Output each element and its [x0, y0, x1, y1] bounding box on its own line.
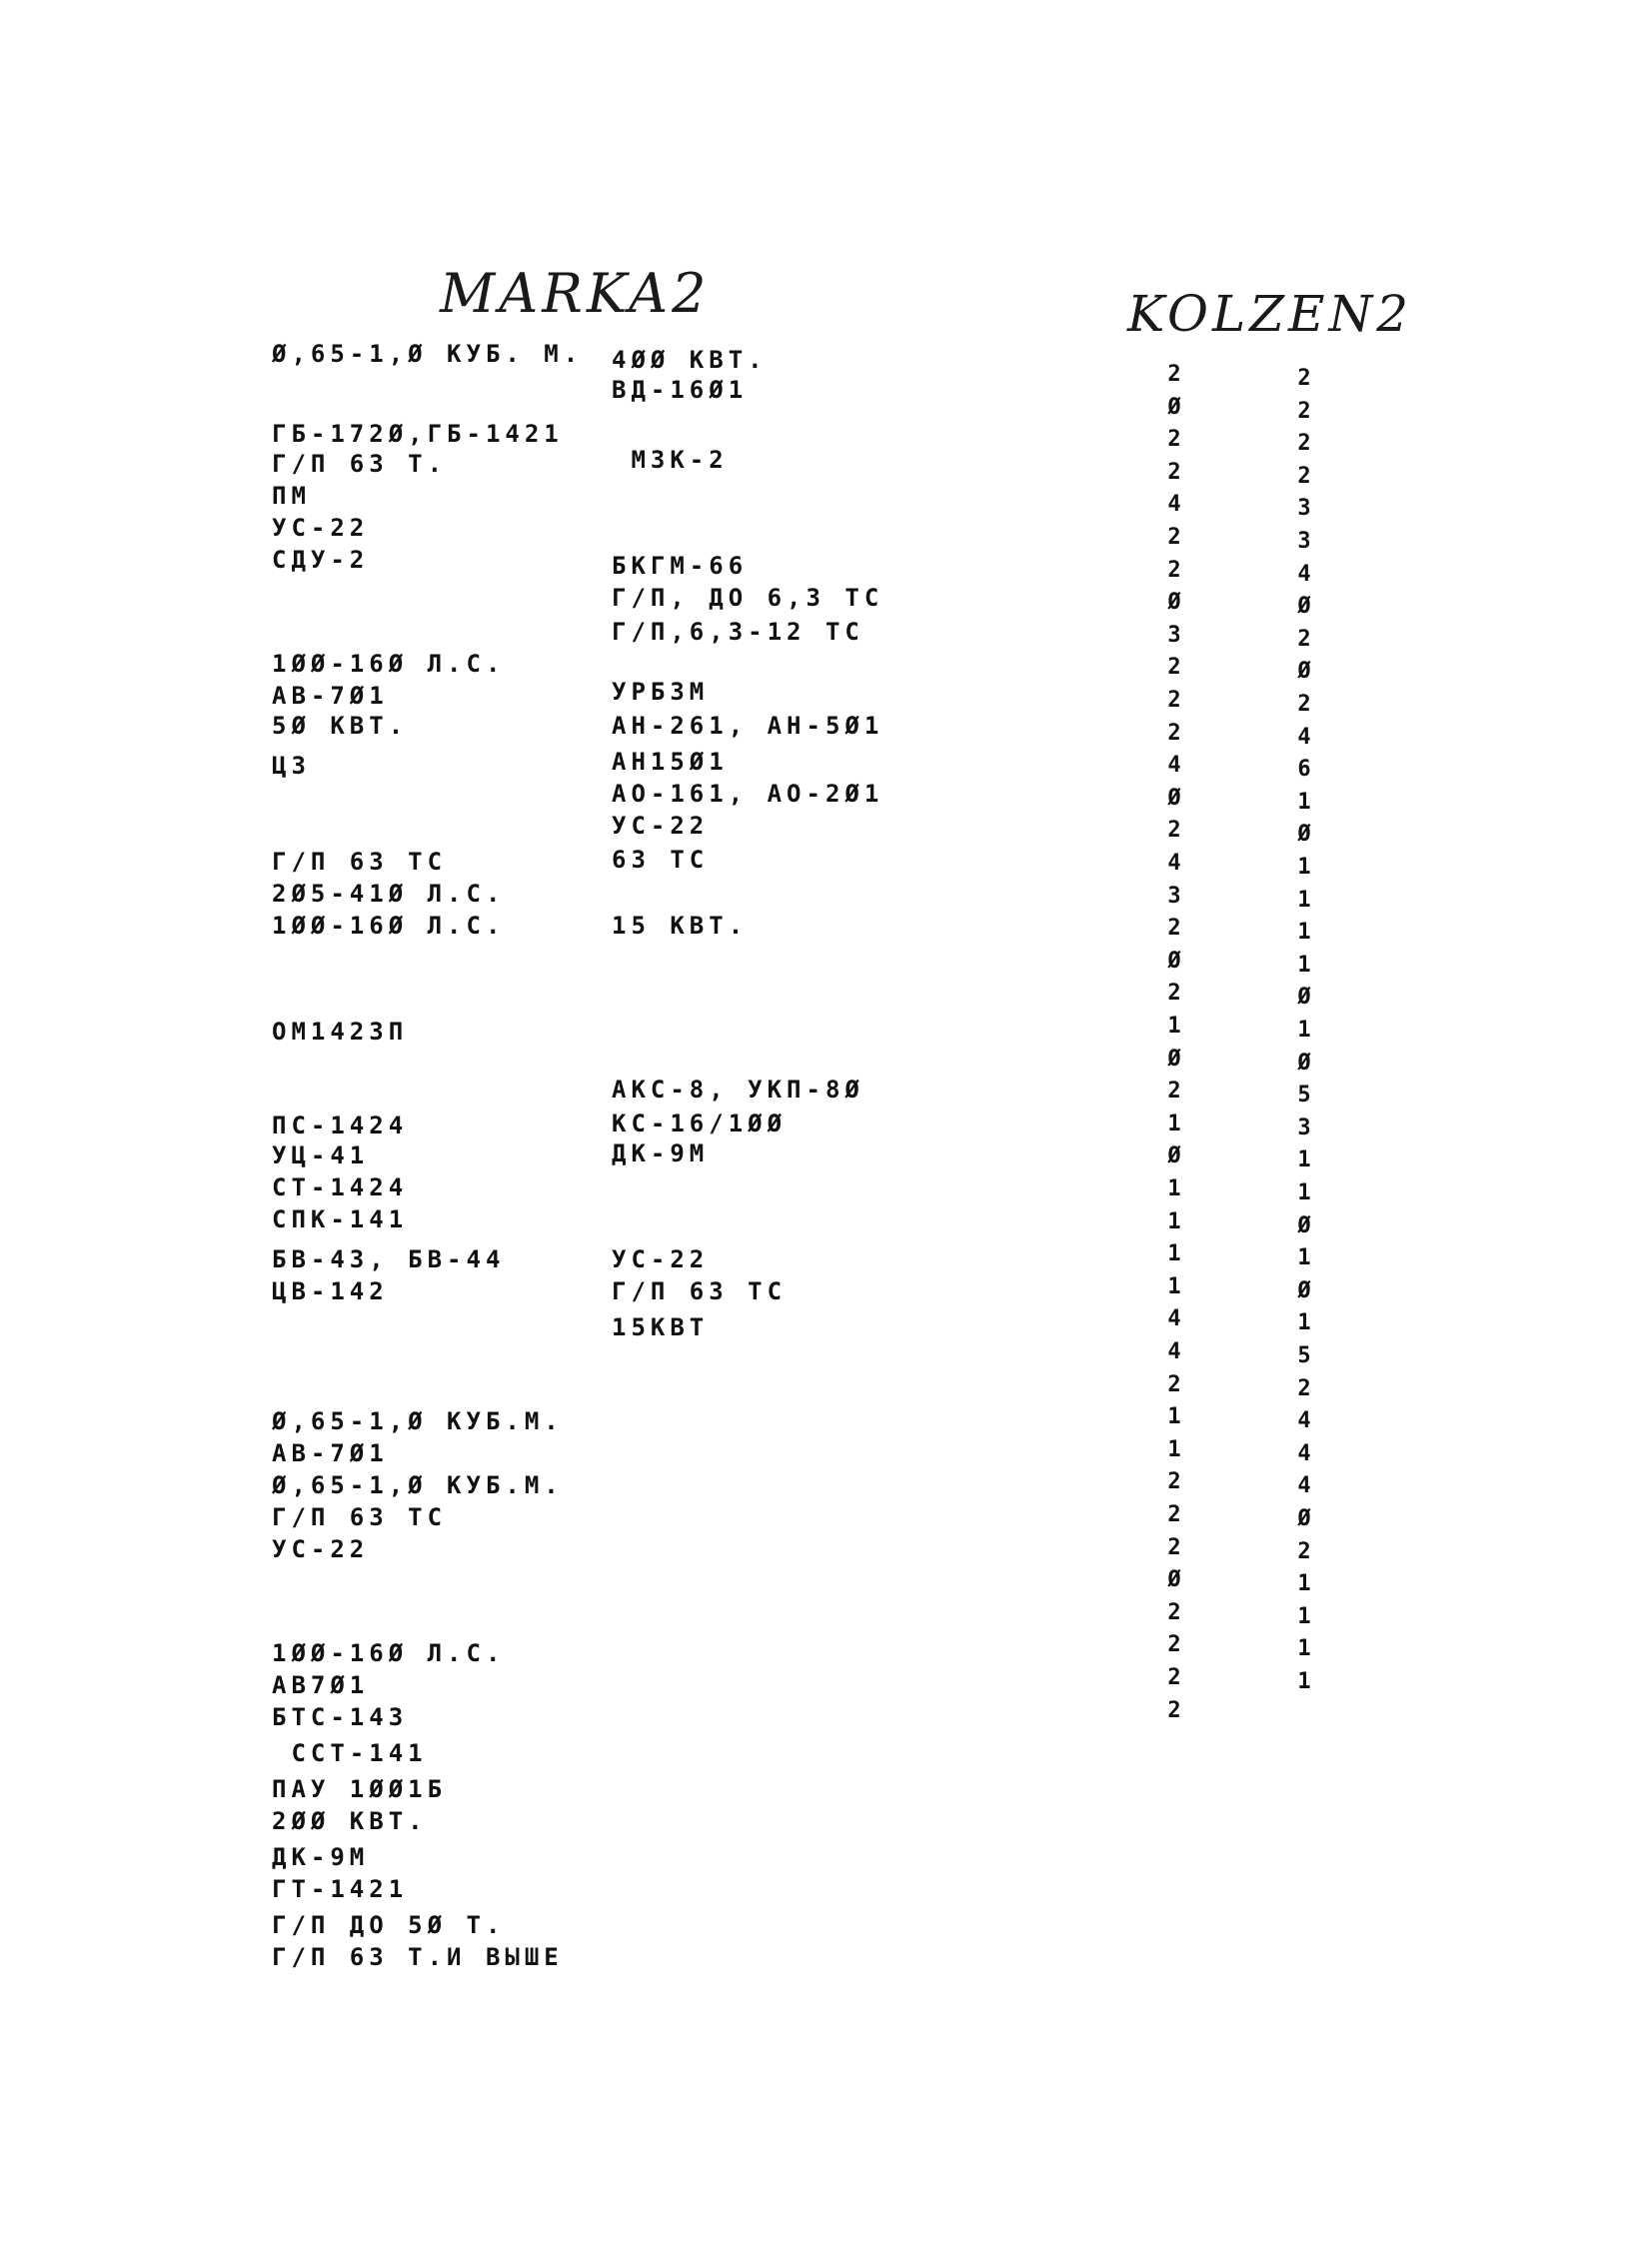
kolzen-value: 2	[1167, 525, 1181, 550]
kolzen-value: 5	[1297, 1343, 1311, 1368]
kolzen-value: 1	[1167, 1208, 1181, 1234]
kolzen-header: KOLZEN2	[1127, 285, 1413, 343]
kolzen-value: Ø	[1167, 948, 1181, 974]
entry-line: СДУ-2	[272, 546, 370, 574]
kolzen-value: 2	[1167, 1534, 1181, 1560]
entry-line: БТС-143	[272, 1703, 409, 1731]
kolzen-value: 2	[1167, 1502, 1181, 1527]
kolzen-value: Ø	[1297, 1212, 1311, 1238]
kolzen-value: 2	[1297, 463, 1311, 489]
entry-line: ПС-1424	[272, 1112, 409, 1139]
kolzen-value: 2	[1167, 655, 1181, 681]
kolzen-value: 4	[1297, 724, 1311, 750]
entry-line: ГТ-1421	[272, 1875, 409, 1903]
entry-line: 5Ø КВТ.	[272, 712, 409, 740]
kolzen-value: 1	[1297, 887, 1311, 913]
kolzen-value: Ø	[1297, 822, 1311, 848]
kolzen-value: 2	[1167, 557, 1181, 583]
kolzen-value: 1	[1297, 1310, 1311, 1336]
kolzen-value: 1	[1297, 855, 1311, 880]
entry-line: Ø,65-1,Ø КУБ.М.	[272, 1407, 564, 1435]
entry-line: Г/П ДО 5Ø Т.	[272, 1911, 506, 1939]
kolzen-value: 4	[1167, 492, 1181, 518]
kolzen-value: 2	[1167, 1697, 1181, 1723]
kolzen-value: 1	[1297, 920, 1311, 946]
kolzen-value: 1	[1297, 1147, 1311, 1173]
entry-line: АН-261, АН-5Ø1	[612, 712, 884, 740]
entry-line: ВД-16Ø1	[612, 376, 749, 404]
entry-line: 15 КВТ.	[612, 912, 749, 940]
entry-line: ЦЗ	[272, 752, 311, 780]
entry-line: УС-22	[612, 812, 710, 840]
kolzen-value: Ø	[1167, 785, 1181, 811]
kolzen-value: 1	[1167, 1436, 1181, 1462]
entry-line: Г/П 63 ТС	[272, 848, 448, 876]
kolzen-value: 1	[1297, 1636, 1311, 1662]
entry-line: АВ-7Ø1	[272, 1439, 389, 1467]
kolzen-value: 2	[1167, 1469, 1181, 1495]
entry-line: БВ-43, БВ-44	[272, 1245, 506, 1273]
entry-line: БКГМ-66	[612, 552, 749, 580]
kolzen-value: 1	[1297, 1571, 1311, 1597]
entry-line: ГБ-172Ø,ГБ-1421	[272, 420, 564, 448]
kolzen-value: 3	[1167, 883, 1181, 909]
kolzen-value: Ø	[1167, 1567, 1181, 1593]
entry-line: АВ7Ø1	[272, 1671, 370, 1699]
kolzen-value: 2	[1167, 1632, 1181, 1658]
entry-line: АО-161, АО-2Ø1	[612, 780, 884, 808]
kolzen-value: 2	[1297, 626, 1311, 652]
kolzen-value: 1	[1297, 1180, 1311, 1205]
kolzen-value: 5	[1297, 1083, 1311, 1109]
entry-line: СТ-1424	[272, 1173, 409, 1201]
kolzen-value: 4	[1297, 561, 1311, 587]
kolzen-value: 1	[1297, 952, 1311, 978]
kolzen-value: 2	[1167, 720, 1181, 746]
entry-line: ПАУ 1ØØ1Б	[272, 1775, 448, 1803]
kolzen-value: 1	[1167, 1273, 1181, 1299]
kolzen-value: Ø	[1167, 590, 1181, 616]
marka-header: MARKA2	[440, 262, 711, 325]
entry-line: Г/П, ДО 6,3 ТС	[612, 584, 884, 612]
kolzen-value: 2	[1297, 692, 1311, 717]
kolzen-value: 1	[1167, 1176, 1181, 1201]
kolzen-value: 2	[1167, 1665, 1181, 1690]
entry-line: УС-22	[272, 514, 370, 542]
kolzen-value: 2	[1167, 459, 1181, 485]
kolzen-value: 3	[1167, 622, 1181, 648]
kolzen-value: 1	[1167, 1014, 1181, 1039]
kolzen-value: 4	[1297, 1473, 1311, 1499]
entry-line: 2Ø5-41Ø Л.С.	[272, 880, 506, 908]
kolzen-value: 2	[1297, 1538, 1311, 1564]
kolzen-value: 3	[1297, 1115, 1311, 1140]
entry-line: УС-22	[612, 1245, 710, 1273]
entry-line: УЦ-41	[272, 1141, 370, 1169]
kolzen-value: 2	[1297, 431, 1311, 457]
kolzen-value: 2	[1167, 916, 1181, 942]
kolzen-value: Ø	[1167, 1143, 1181, 1169]
entry-line: 2ØØ КВТ.	[272, 1807, 428, 1835]
kolzen-value: Ø	[1167, 394, 1181, 420]
kolzen-value: 2	[1167, 427, 1181, 453]
kolzen-value: 2	[1297, 398, 1311, 424]
entry-line: ОМ1423П	[272, 1018, 409, 1046]
entry-line: ДК-9М	[612, 1139, 710, 1167]
entry-line: 4ØØ КВТ.	[612, 346, 768, 374]
kolzen-value: 2	[1167, 1079, 1181, 1105]
entry-line: 1ØØ-16Ø Л.С.	[272, 650, 506, 678]
kolzen-value: 2	[1167, 1599, 1181, 1625]
kolzen-value: Ø	[1297, 659, 1311, 685]
entry-line: Ø,65-1,Ø КУБ.М.	[272, 1471, 564, 1499]
kolzen-value: Ø	[1297, 594, 1311, 620]
entry-line: 1ØØ-16Ø Л.С.	[272, 1639, 506, 1667]
kolzen-value: 3	[1297, 496, 1311, 522]
kolzen-value: 2	[1167, 362, 1181, 387]
entry-line: ПМ	[272, 482, 311, 510]
entry-line: КС-16/1ØØ	[612, 1110, 788, 1137]
kolzen-value: 2	[1297, 366, 1311, 391]
entry-line: Г/П 63 ТС	[612, 1277, 788, 1305]
entry-line: АВ-7Ø1	[272, 682, 389, 710]
kolzen-value: 1	[1167, 1404, 1181, 1430]
kolzen-value: Ø	[1297, 985, 1311, 1011]
entry-line: ССТ-141	[272, 1739, 428, 1767]
entry-line: ДК-9М	[272, 1843, 370, 1871]
entry-line: МЗК-2	[612, 446, 729, 474]
kolzen-value: 2	[1297, 1375, 1311, 1401]
kolzen-value: 1	[1297, 1245, 1311, 1271]
kolzen-value: 1	[1167, 1241, 1181, 1267]
kolzen-value: 4	[1167, 1339, 1181, 1364]
entry-line: 15КВТ	[612, 1313, 710, 1341]
kolzen-value: 4	[1167, 851, 1181, 876]
entry-line: УС-22	[272, 1535, 370, 1563]
kolzen-value: 2	[1167, 818, 1181, 844]
kolzen-value: 4	[1297, 1440, 1311, 1466]
entry-line: Ø,65-1,Ø КУБ. М.	[272, 340, 584, 368]
entry-line: АКС-8, УКП-8Ø	[612, 1076, 864, 1104]
kolzen-value: 2	[1167, 981, 1181, 1007]
entry-line: Г/П 63 ТС	[272, 1503, 448, 1531]
entry-line: Г/П 63 Т.И ВЫШЕ	[272, 1943, 564, 1971]
kolzen-value: 2	[1167, 1371, 1181, 1397]
kolzen-value: 4	[1167, 753, 1181, 779]
entry-line: АН15Ø1	[612, 748, 729, 776]
kolzen-value: 1	[1167, 1111, 1181, 1136]
kolzen-value: 4	[1167, 1306, 1181, 1332]
kolzen-value: 2	[1167, 688, 1181, 713]
entry-line: УРБЗМ	[612, 678, 710, 706]
entry-line: Г/П,6,3-12 ТС	[612, 618, 864, 646]
entry-line: 1ØØ-16Ø Л.С.	[272, 912, 506, 940]
entry-line: 63 ТС	[612, 846, 710, 874]
kolzen-value: Ø	[1167, 1046, 1181, 1072]
kolzen-value: 1	[1297, 789, 1311, 815]
kolzen-value: 3	[1297, 529, 1311, 554]
kolzen-value: Ø	[1297, 1506, 1311, 1531]
kolzen-value: 1	[1297, 1669, 1311, 1694]
kolzen-value: Ø	[1297, 1277, 1311, 1303]
kolzen-value: 1	[1297, 1603, 1311, 1629]
kolzen-value: 4	[1297, 1408, 1311, 1434]
entry-line: СПК-141	[272, 1205, 409, 1233]
kolzen-value: 1	[1297, 1018, 1311, 1043]
entry-line: Г/П 63 Т.	[272, 450, 448, 478]
entry-line: ЦВ-142	[272, 1277, 389, 1305]
kolzen-value: 6	[1297, 757, 1311, 783]
kolzen-value: Ø	[1297, 1050, 1311, 1076]
